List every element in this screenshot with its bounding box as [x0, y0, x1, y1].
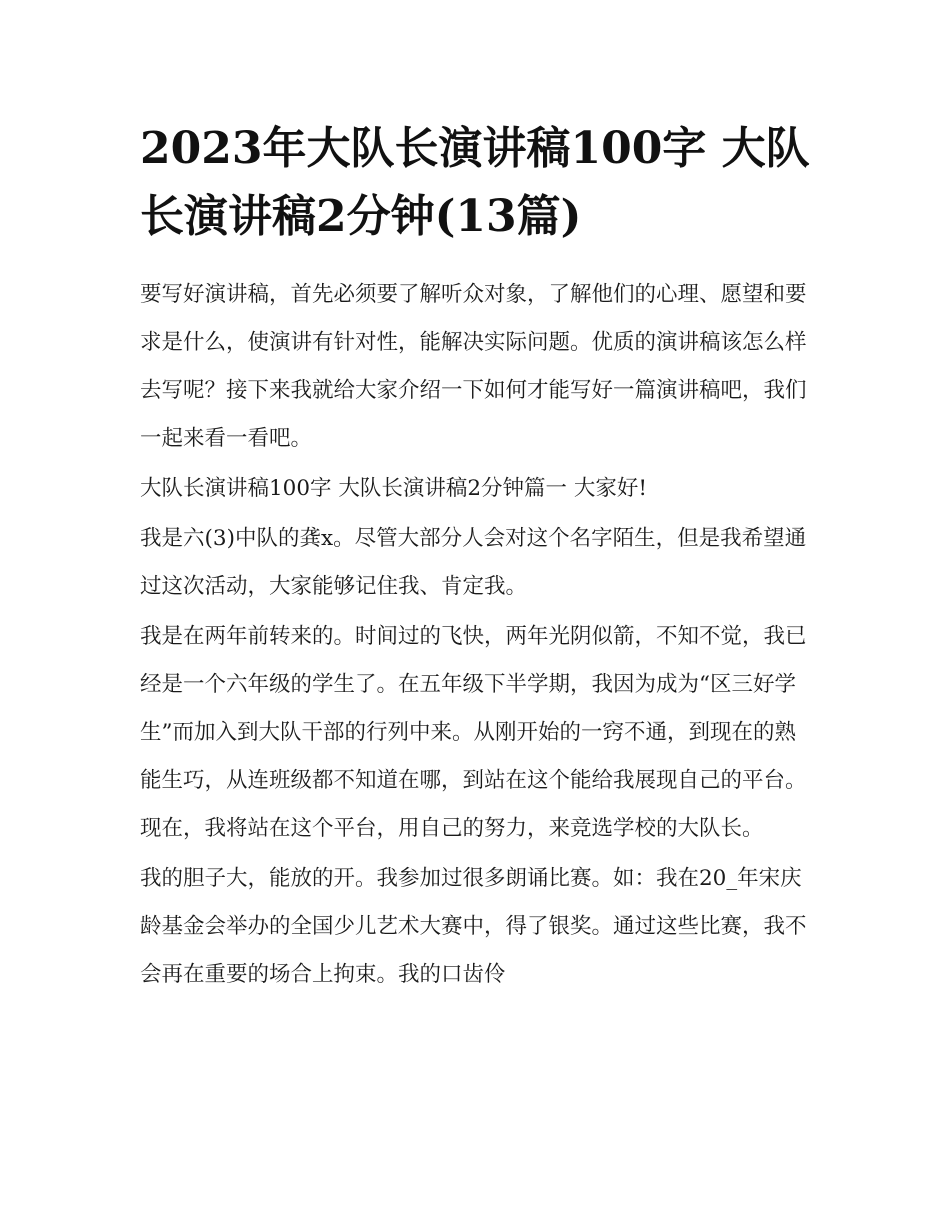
self-introduction-paragraph: 我是六(3)中队的龚x。尽管大部分人会对这个名字陌生，但是我希望通过这次活动，大家能够记住我、肯定我。 [140, 526, 807, 599]
section-heading-paragraph: 大队长演讲稿100字 大队长演讲稿2分钟篇一 大家好! [140, 476, 648, 501]
intro-paragraph: 要写好演讲稿，首先必须要了解听众对象，了解他们的心理、愿望和要求是什么，使演讲有针对性，能解决实际问题。优质的演讲稿该怎么样去写呢？接下来我就给大家介绍一下如何才能写好一篇演讲稿吧，我们一起来看一看吧。 [140, 282, 807, 451]
document-content [140, 115, 812, 1001]
strengths-paragraph: 我的胆子大，能放的开。我参加过很多朗诵比赛。如：我在20_年宋庆龄基金会举办的全国少儿艺术大赛中，得了银奖。通过这些比赛，我不会再在重要的场合上拘束。我的口齿伶 [140, 866, 807, 987]
document-title: 2023年大队长演讲稿100字 大队长演讲稿2分钟(13篇) [140, 123, 810, 242]
experience-paragraph: 我是在两年前转来的。时间过的飞快，两年光阴似箭，不知不觉，我已经是一个六年级的学生了。在五年级下半学期，我因为成为“区三好学生”而加入到大队干部的行列中来。从刚开始的一窍不通，到现在的熟能生巧，从连班级都不知道在哪，到站在这个能给我展现自己的平台。现在，我将站在这个平台，用自己的努力，来竞选学校的大队长。 [140, 624, 807, 841]
